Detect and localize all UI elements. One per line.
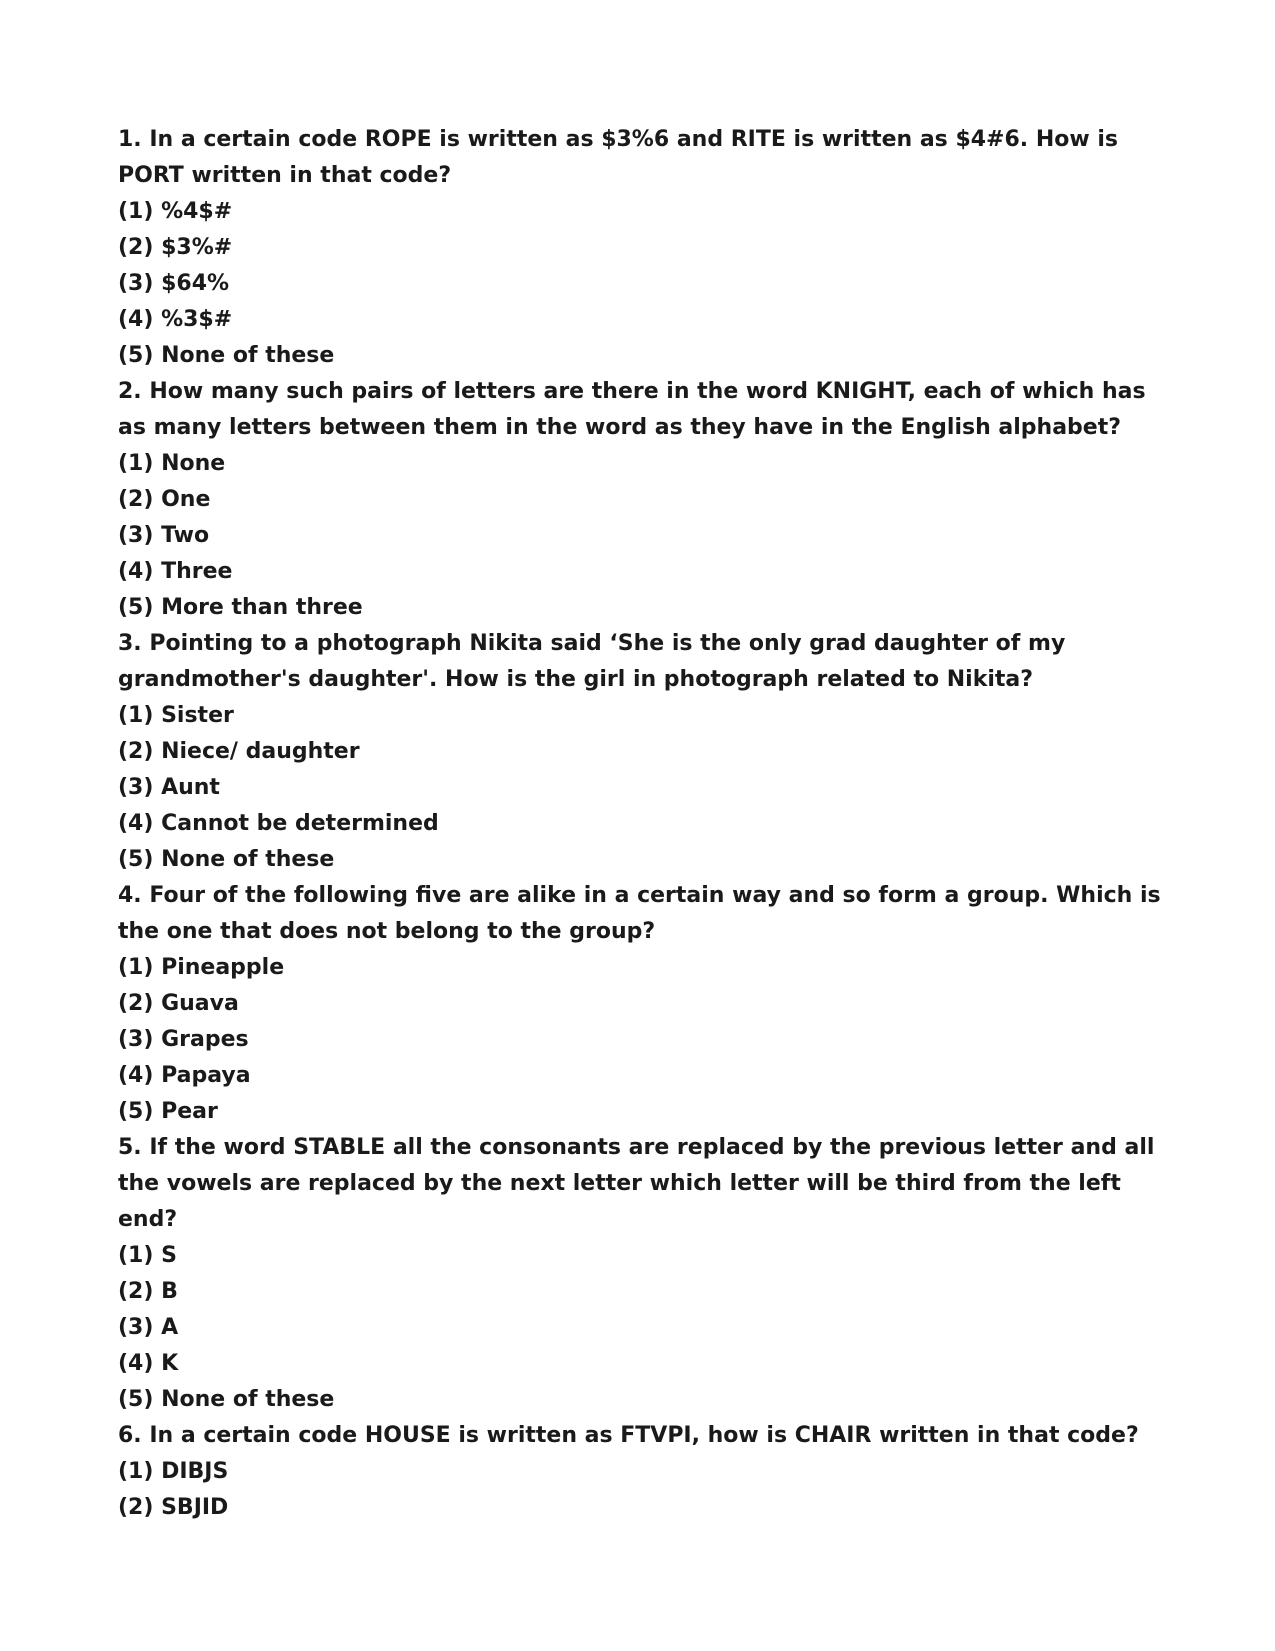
option: (4) Papaya bbox=[118, 1063, 251, 1088]
option: (1) Sister bbox=[118, 703, 234, 728]
option: (1) DIBJS bbox=[118, 1459, 229, 1484]
option: (5) Pear bbox=[118, 1099, 218, 1124]
option: (4) K bbox=[118, 1351, 179, 1376]
question-6 bbox=[118, 1418, 1168, 1526]
option: (2) SBJID bbox=[118, 1495, 229, 1520]
option: (4) Three bbox=[118, 559, 233, 584]
question-text: 5. If the word STABLE all the consonants are replaced by the previous letter and all the vowels are replaced by the next letter which letter will be third from the left end? bbox=[118, 1135, 1155, 1232]
option: (2) $3%# bbox=[118, 235, 233, 260]
option: (5) None of these bbox=[118, 343, 335, 368]
option: (5) More than three bbox=[118, 595, 363, 620]
option: (4) %3$# bbox=[118, 307, 233, 332]
option: (2) Guava bbox=[118, 991, 239, 1016]
question-5 bbox=[118, 1130, 1168, 1418]
option: (3) Grapes bbox=[118, 1027, 249, 1052]
option: (1) S bbox=[118, 1243, 177, 1268]
option: (2) Niece/ daughter bbox=[118, 739, 360, 764]
option: (1) %4$# bbox=[118, 199, 233, 224]
option: (1) None bbox=[118, 451, 226, 476]
option: (5) None of these bbox=[118, 847, 335, 872]
option: (2) B bbox=[118, 1279, 178, 1304]
question-text: 3. Pointing to a photograph Nikita said ‘She is the only grad daughter of my grandmother's daughter'. How is the girl in photograph related to Nikita? bbox=[118, 631, 1066, 692]
option: (5) None of these bbox=[118, 1387, 335, 1412]
option: (3) Two bbox=[118, 523, 210, 548]
question-text: 6. In a certain code HOUSE is written as FTVPI, how is CHAIR written in that code? bbox=[118, 1423, 1139, 1448]
question-text: 2. How many such pairs of letters are there in the word KNIGHT, each of which has as many letters between them in the word as they have in the English alphabet? bbox=[118, 379, 1146, 440]
option: (2) One bbox=[118, 487, 211, 512]
question-4 bbox=[118, 878, 1168, 1130]
document-page bbox=[118, 122, 1168, 1526]
question-2 bbox=[118, 374, 1168, 626]
question-text: 1. In a certain code ROPE is written as $3%6 and RITE is written as $4#6. How is PORT written in that code? bbox=[118, 127, 1118, 188]
option: (3) A bbox=[118, 1315, 179, 1340]
option: (3) Aunt bbox=[118, 775, 220, 800]
question-text: 4. Four of the following five are alike in a certain way and so form a group. Which is the one that does not belong to the group? bbox=[118, 883, 1161, 944]
option: (3) $64% bbox=[118, 271, 230, 296]
option: (1) Pineapple bbox=[118, 955, 285, 980]
question-1 bbox=[118, 122, 1168, 374]
option: (4) Cannot be determined bbox=[118, 811, 439, 836]
question-3 bbox=[118, 626, 1168, 878]
